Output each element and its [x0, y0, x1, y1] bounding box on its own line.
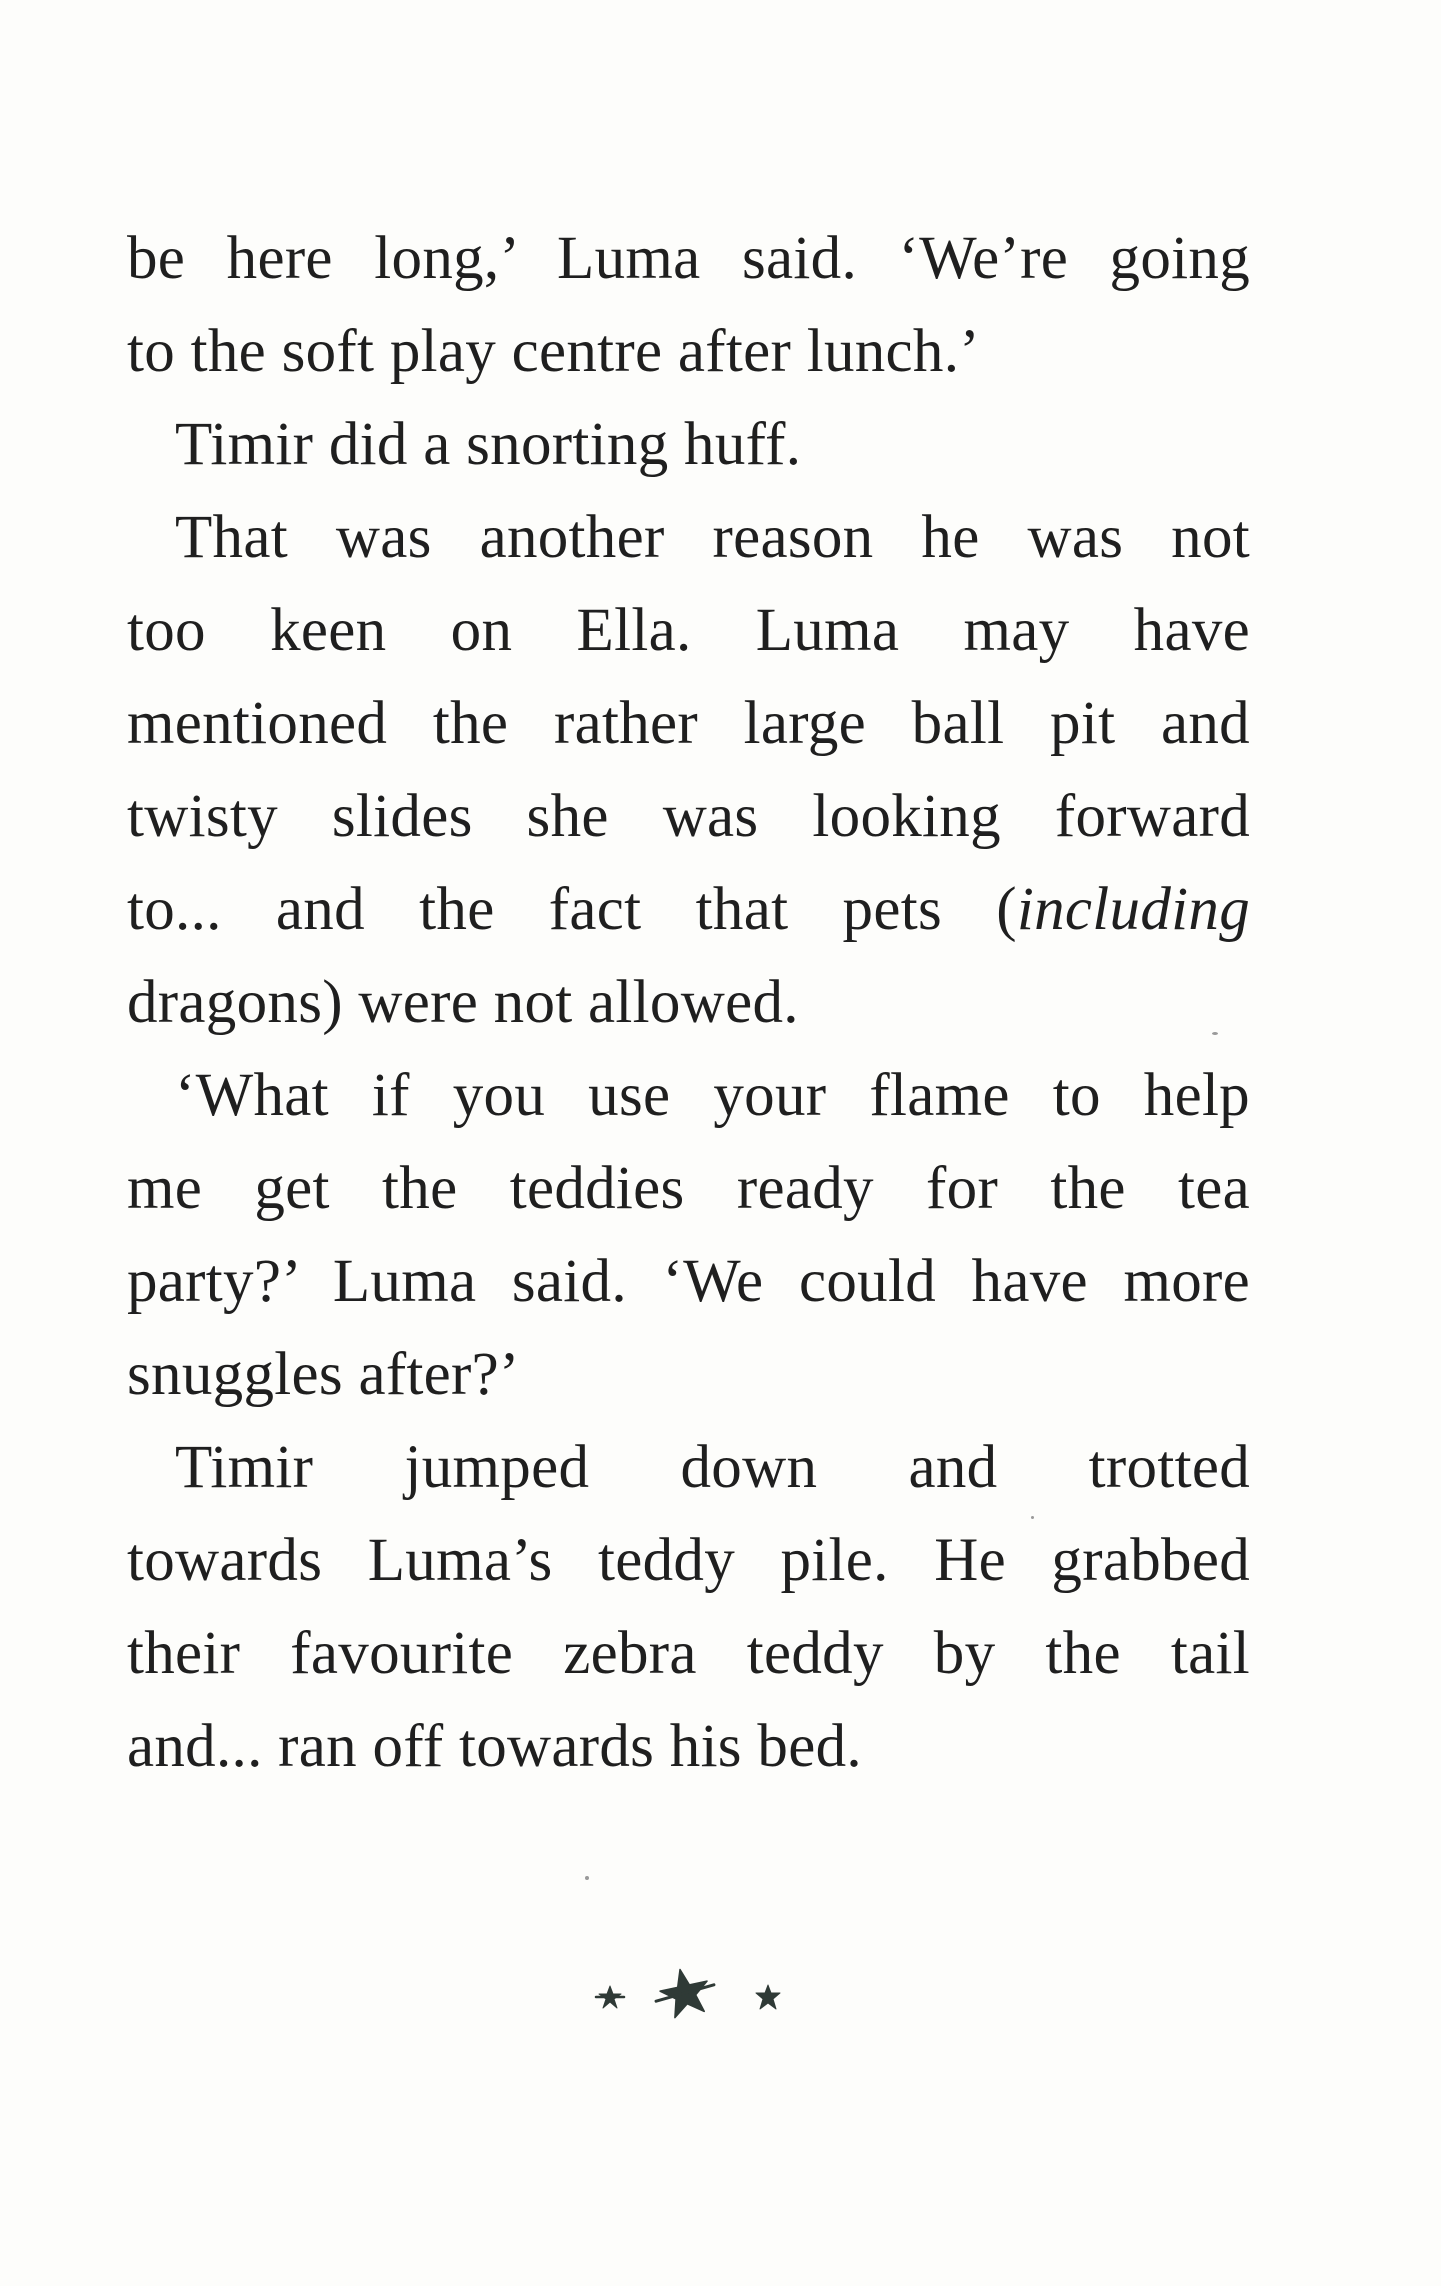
text-line-3: Timir did a snorting huff.: [175, 411, 802, 478]
text-line-10: ‘What if you use your flame to help: [175, 1062, 1250, 1129]
text-line-17: and... ran off towards his bed.: [127, 1713, 862, 1780]
text-line-16: their favourite zebra teddy by the tail: [127, 1620, 1250, 1687]
text-line-14: Timir jumped down and trotted: [175, 1434, 1250, 1501]
paper-speck: [1031, 1516, 1034, 1519]
paper-speck: [585, 1876, 589, 1880]
text-line-8: [127, 863, 1250, 956]
text-line-11: me get the teddies ready for the tea: [127, 1155, 1250, 1222]
body-text: [127, 212, 1250, 1793]
text-line-5: too keen on Ella. Luma may have: [127, 597, 1250, 664]
text-line-9: dragons) were not allowed.: [127, 969, 799, 1036]
text-line-6: mentioned the rather large ball pit and: [127, 690, 1250, 757]
text-line-2: to the soft play centre after lunch.’: [127, 318, 980, 385]
text-line-15: towards Luma’s teddy pile. He grabbed: [127, 1527, 1250, 1594]
text-line-1: be here long,’ Luma said. ‘We’re going: [127, 225, 1250, 292]
text-line-8-roman: to... and the fact that pets (: [127, 876, 1017, 943]
text-line-12: party?’ Luma said. ‘We could have more: [127, 1248, 1250, 1315]
three-stars-divider-icon: [585, 1960, 795, 2030]
paper-speck: [1212, 1032, 1218, 1035]
text-line-7: twisty slides she was looking forward: [127, 783, 1250, 850]
text-line-13: snuggles after?’: [127, 1341, 520, 1408]
text-line-8-italic: including: [1016, 876, 1250, 943]
text-line-4: That was another reason he was not: [175, 504, 1250, 571]
